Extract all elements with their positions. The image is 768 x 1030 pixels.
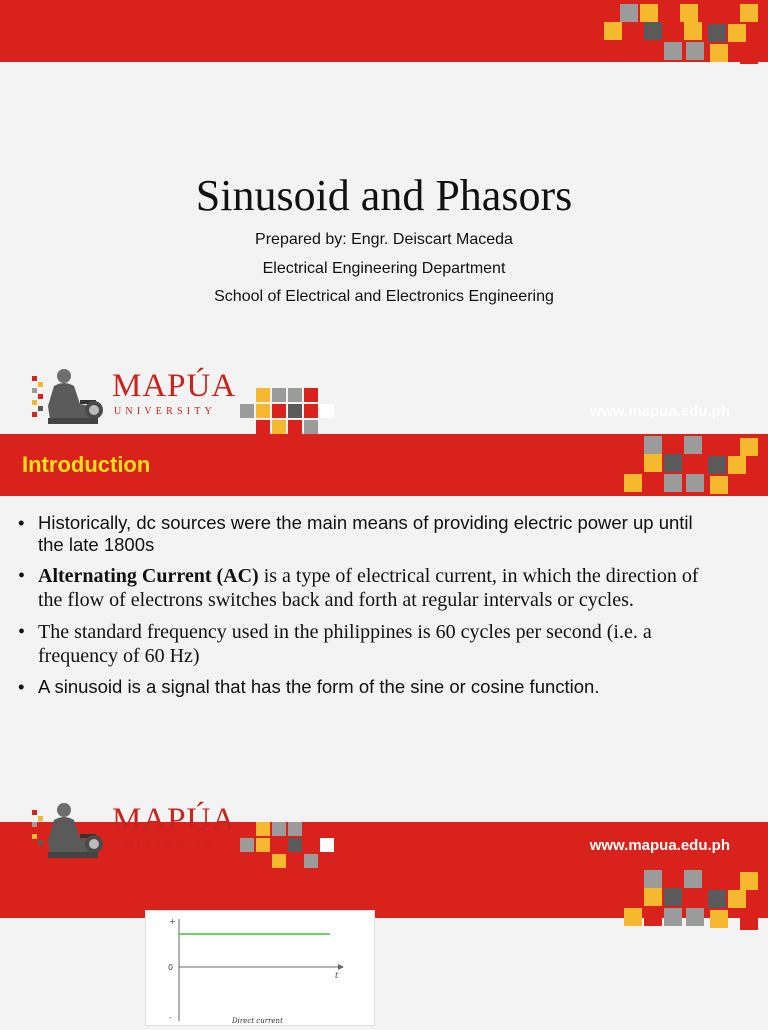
dc-plot-svg [146,911,374,1025]
footer-url: www.mapua.edu.ph [589,837,730,854]
pixel-square [684,454,702,472]
pixel-square [644,436,662,454]
pixel-square [256,404,270,418]
pixel-square [272,838,286,852]
pixel-square [304,388,318,402]
pixel-square [304,404,318,418]
bullet-dot: • [18,565,26,587]
pixel-square [740,4,758,22]
pixel-square [644,888,662,906]
pixel-square [256,388,270,402]
pixel-square [644,474,662,492]
pixel-square [304,854,318,868]
section-heading: Introduction [22,452,151,477]
pixel-square [740,478,758,496]
bullet-dot: • [18,676,25,697]
bullet-list [18,512,718,706]
mapua-mascot-logo [30,800,110,862]
logo-tagline: UNIVERSITY [114,406,216,417]
plot-caption: Direct current [232,1017,283,1025]
pixel-square [604,22,622,40]
pixel-square [640,4,658,22]
pixel-square [620,4,638,22]
pixel-square [624,454,642,472]
pixel-square [680,4,698,22]
pixel-square [272,822,286,836]
pixel-square [728,24,746,42]
pixel-square [728,456,746,474]
pixel-square [256,822,270,836]
pixel-square [750,456,768,474]
pixel-square [644,454,662,472]
pixel-square [624,22,642,40]
pixel-square [288,838,302,852]
pixel-square [684,888,702,906]
pixel-square [288,388,302,402]
list-item [18,676,718,698]
pixel-square [240,838,254,852]
pixel-square [664,870,682,888]
page-title: Sinusoid and Phasors [195,171,573,220]
pixel-square [624,888,642,906]
pixel-square [710,44,728,62]
bullet-text: The standard frequency used in the philippines is 60 cycles per second (i.e. a frequency of 60 Hz) [38,621,652,667]
pixel-square [624,908,642,926]
pixel-square [664,908,682,926]
pixel-square [320,404,334,418]
bullet-bold-term: Alternating Current (AC) [38,565,259,587]
pixel-square [750,890,768,908]
pixel-squares-decoration [600,0,768,62]
y-tick-plus: + [169,917,176,926]
list-item [18,620,718,668]
mapua-logo [30,800,240,862]
pixel-square [728,890,746,908]
bullet-dot: • [18,621,26,643]
pixel-square [750,24,768,42]
pixel-square [320,838,334,852]
pixel-square [664,474,682,492]
pixel-square [272,404,286,418]
pixel-square [686,908,704,926]
pixel-square [624,42,642,60]
pixel-square [240,404,254,418]
pixel-square [708,890,726,908]
bullet-dot: • [18,512,25,533]
pixel-square [708,456,726,474]
list-item [18,512,718,556]
pixel-square [664,22,682,40]
bullet-text: Historically, dc sources were the main means of providing electric power up until the late 1800s [38,512,693,555]
logo-wordmark: MAPÚA [112,802,237,838]
pixel-square [272,388,286,402]
footer-url: www.mapua.edu.ph [589,403,730,420]
logo-wordmark: MAPÚA [112,368,237,404]
pixel-square [288,420,302,434]
pixel-square [664,888,682,906]
pixel-square [710,476,728,494]
pixel-square [304,822,318,836]
y-tick-zero: 0 [168,963,174,972]
pixel-square [684,22,702,40]
pixel-square [256,420,270,434]
pixel-square [624,474,642,492]
pixel-square [686,474,704,492]
x-axis-label: t [335,971,339,980]
pixel-square [644,22,662,40]
bullet-text: is a type of electrical current, in which the direction of the flow of electrons switches back and forth at regular intervals or cycles. [38,565,699,611]
pixel-square [740,438,758,456]
pixel-squares-decoration [600,868,768,930]
pixel-square [740,912,758,930]
subtitle-author: Prepared by: Engr. Deiscart Maceda [255,231,513,248]
pixel-square [256,854,270,868]
dc-plot [145,910,375,1026]
pixel-square [288,822,302,836]
y-tick-minus: - [169,1013,172,1022]
pixel-square [288,404,302,418]
pixel-square [710,910,728,928]
pixel-square [304,838,318,852]
pixel-square [288,854,302,868]
pixel-square [740,872,758,890]
pixel-square [684,436,702,454]
pixel-square [740,46,758,64]
pixel-square [304,420,318,434]
pixel-square [644,908,662,926]
pixel-square [714,870,732,888]
logo-tagline: UNIVERSITY [114,840,216,851]
pixel-square [708,24,726,42]
pixel-squares-decoration [236,820,336,868]
pixel-square [644,870,662,888]
title-slide [0,0,768,370]
pixel-square [714,436,732,454]
bullet-text: A sinusoid is a signal that has the form of the sine or cosine function. [38,676,600,697]
pixel-square [684,870,702,888]
pixel-square [272,420,286,434]
pixel-square [664,454,682,472]
subtitle-school: School of Electrical and Electronics Engineering [214,288,554,305]
pixel-squares-decoration [236,386,336,434]
subtitle-department: Electrical Engineering Department [262,260,506,277]
pixel-square [664,436,682,454]
pixel-squares-decoration [600,434,768,496]
x-axis-arrow-icon [338,964,344,970]
pixel-square [664,42,682,60]
list-item [18,564,718,612]
mapua-logo [30,366,240,428]
mapua-mascot-logo [30,366,110,428]
pixel-square [256,838,270,852]
pixel-square [686,42,704,60]
pixel-square [644,42,662,60]
pixel-square [272,854,286,868]
